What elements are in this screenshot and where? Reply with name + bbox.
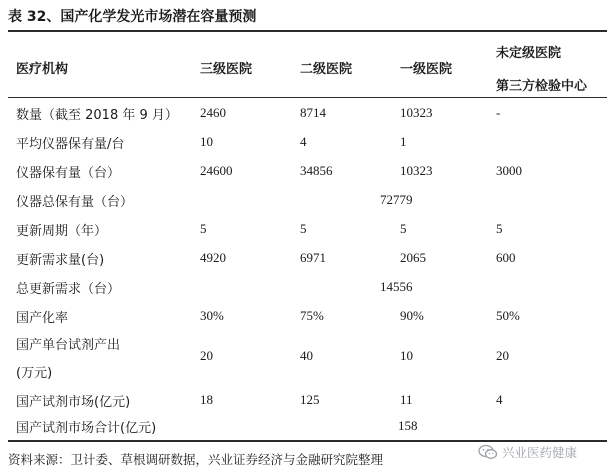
row-label: 仪器保有量（台） — [16, 166, 121, 181]
cell: 5 — [200, 221, 207, 236]
cell: 40 — [300, 348, 313, 363]
cell: 1 — [400, 134, 407, 149]
cell: 4920 — [200, 250, 226, 265]
cell: 10323 — [400, 105, 433, 120]
row-label: 更新周期（年） — [16, 224, 108, 239]
cell: 8714 — [300, 105, 326, 120]
row-label: 数量（截至 2018 年 9 月） — [16, 108, 178, 123]
row-label-unit: (万元) — [16, 366, 53, 381]
row-label: 总更新需求（台） — [16, 282, 121, 297]
merged-cell: 158 — [398, 418, 418, 433]
row-label: 国产试剂市场合计(亿元) — [16, 421, 157, 436]
row-label: 国产单台试剂产出 — [16, 338, 121, 353]
cell: 50% — [496, 308, 520, 323]
row-label: 更新需求量(台) — [16, 253, 105, 268]
merged-cell: 72779 — [380, 192, 413, 207]
watermark — [478, 443, 577, 461]
cell: 10 — [200, 134, 213, 149]
cell: 5 — [400, 221, 407, 236]
row-label: 平均仪器保有量/台 — [16, 137, 125, 152]
header-unrated: 未定级医院 — [496, 46, 562, 61]
header-third-party: 第三方检验中心 — [496, 79, 588, 94]
cell: - — [496, 105, 501, 120]
cell: 5 — [300, 221, 307, 236]
header-tier1: 一级医院 — [400, 62, 453, 77]
bottom-rule — [8, 440, 607, 442]
cell: 2460 — [200, 105, 226, 120]
wechat-icon — [478, 444, 498, 460]
row-label: 国产试剂市场(亿元) — [16, 395, 131, 410]
source-note: 资料来源：卫计委、草根调研数据，兴业证券经济与金融研究院整理 — [8, 452, 384, 467]
cell: 4 — [300, 134, 307, 149]
cell: 2065 — [400, 250, 426, 265]
cell: 20 — [496, 348, 509, 363]
header-org: 医疗机构 — [16, 62, 69, 77]
cell: 30% — [200, 308, 224, 323]
cell: 10323 — [400, 163, 433, 178]
row-label: 仪器总保有量（台） — [16, 195, 134, 210]
table-title: 表 32、国产化学发光市场潜在容量预测 — [8, 9, 257, 25]
cell: 125 — [300, 392, 320, 407]
cell: 90% — [400, 308, 424, 323]
merged-cell: 14556 — [380, 279, 413, 294]
cell: 6971 — [300, 250, 326, 265]
row-label: 国产化率 — [16, 311, 69, 326]
header-rule — [8, 97, 607, 98]
watermark-text: 兴业医药健康 — [502, 445, 578, 460]
header-tier2: 二级医院 — [300, 62, 353, 77]
cell: 600 — [496, 250, 516, 265]
cell: 5 — [496, 221, 503, 236]
cell: 11 — [400, 392, 413, 407]
cell: 3000 — [496, 163, 522, 178]
cell: 75% — [300, 308, 324, 323]
cell: 34856 — [300, 163, 333, 178]
cell: 18 — [200, 392, 213, 407]
cell: 10 — [400, 348, 413, 363]
cell: 24600 — [200, 163, 233, 178]
cell: 4 — [496, 392, 503, 407]
header-tier3: 三级医院 — [200, 62, 253, 77]
cell: 20 — [200, 348, 213, 363]
top-rule — [8, 30, 607, 32]
